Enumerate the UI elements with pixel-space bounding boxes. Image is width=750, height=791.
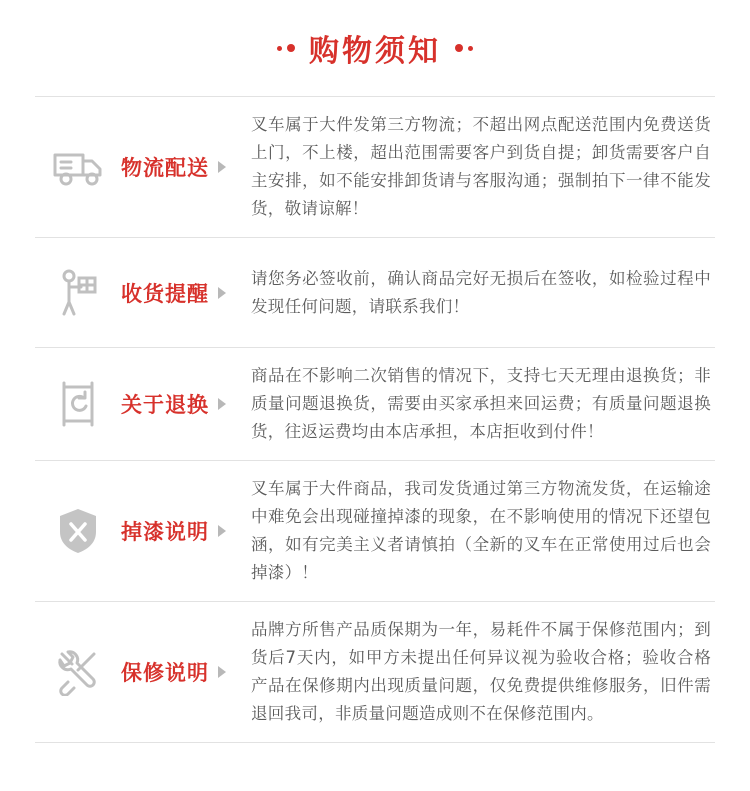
label-text: 物流配送 xyxy=(121,156,209,180)
return-exchange-icon xyxy=(35,381,121,427)
shield-x-icon xyxy=(35,506,121,556)
notice-row-receiving xyxy=(35,238,715,348)
notice-row-paint xyxy=(35,461,715,602)
section-text-receiving: 请您务必签收前，确认商品完好无损后在签收，如检验过程中发现任何问题，请联系我们！ xyxy=(251,268,711,316)
triangle-icon xyxy=(218,161,226,173)
notice-row-warranty xyxy=(35,602,715,743)
triangle-icon xyxy=(218,525,226,537)
wrench-screwdriver-icon xyxy=(35,648,121,696)
left-dots-icon xyxy=(277,44,295,52)
triangle-icon xyxy=(218,666,226,678)
notice-row-returns xyxy=(35,348,715,461)
label-text: 关于退换 xyxy=(121,393,209,417)
triangle-icon xyxy=(218,287,226,299)
page-title-block xyxy=(35,0,715,96)
label-text: 收货提醒 xyxy=(121,281,209,306)
section-label-warranty xyxy=(121,657,239,687)
notice-sections xyxy=(35,96,715,743)
section-label-returns xyxy=(121,389,239,419)
right-dots-icon xyxy=(455,44,473,52)
section-label-paint xyxy=(121,516,239,546)
label-text: 保修说明 xyxy=(121,661,209,685)
truck-icon xyxy=(35,147,121,187)
section-text-logistics: 叉车属于大件发第三方物流；不超出网点配送范围内免费送货上门，不上楼，超出范围需要客户到货自提；卸货需要客户自主安排，如不能安排卸货请与客服沟通；强制拍下一律不能发货，敬请谅解！ xyxy=(251,115,711,218)
triangle-icon xyxy=(218,398,226,410)
person-parcel-icon xyxy=(35,268,121,318)
section-text-warranty: 品牌方所售产品质保期为一年，易耗件不属于保修范围内；到货后7天内，如甲方未提出任何异议视为验收合格；验收合格产品在保修期内出现质量问题，仅免费提供维修服务，旧件需退回我司，非质量问题造成则不在保修范围内。 xyxy=(251,620,711,723)
notice-row-logistics xyxy=(35,97,715,238)
section-label-receiving xyxy=(121,278,239,308)
section-text-returns: 商品在不影响二次销售的情况下，支持七天无理由退换货；非质量问题退换货，需要由买家承担来回运费；有质量问题退换货，往返运费均由本店承担，本店拒收到付件！ xyxy=(251,366,711,441)
page-title: 购物须知 xyxy=(309,34,441,69)
section-label-logistics xyxy=(121,152,239,182)
section-text-paint: 叉车属于大件商品，我司发货通过第三方物流发货，在运输途中难免会出现碰撞掉漆的现象，在不影响使用的情况下还望包涵，如有完美主义者请慎拍（全新的叉车在正常使用过后也会掉漆）！ xyxy=(251,479,711,582)
label-text: 掉漆说明 xyxy=(121,520,209,544)
